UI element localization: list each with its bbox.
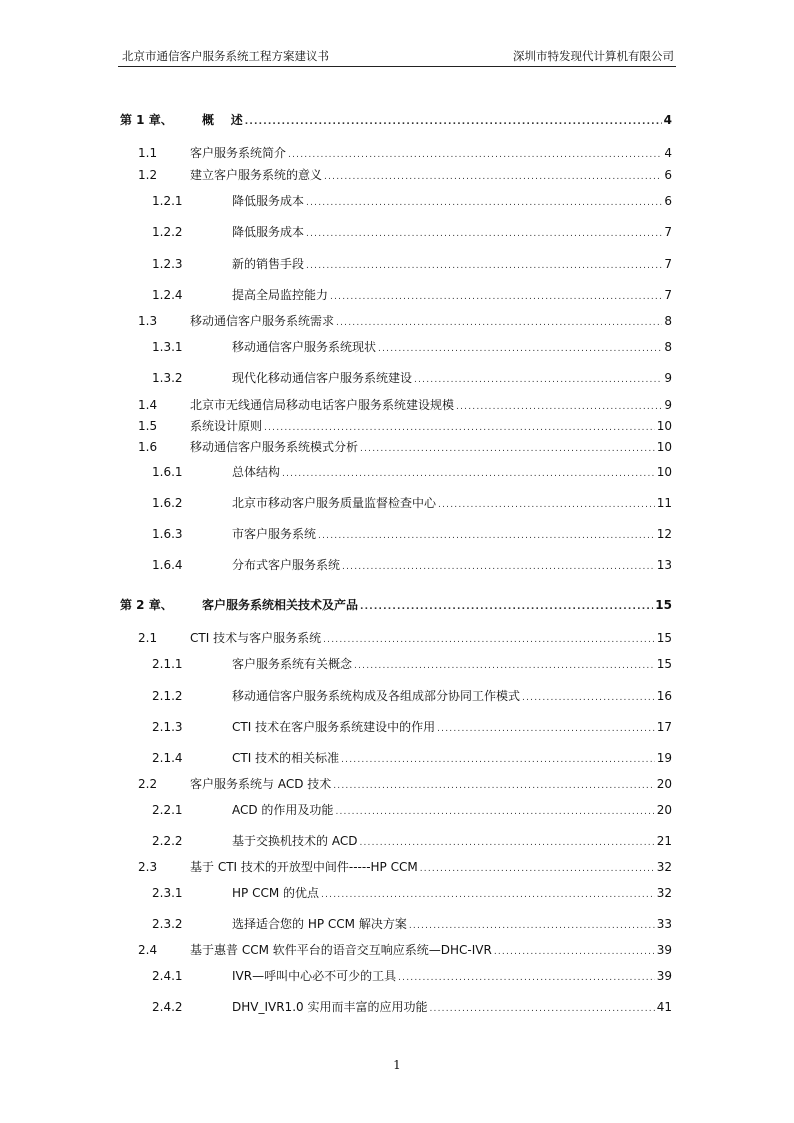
toc-entry-body [232, 369, 672, 389]
page-number: 1 [393, 1058, 401, 1072]
toc-entry[interactable] [118, 687, 672, 705]
toc-entry-title: 客户服务系统与 ACD 技术 [190, 777, 332, 791]
toc-entry-body [232, 494, 672, 514]
toc-leader-dots [409, 917, 655, 935]
toc-leader-dots [306, 194, 662, 212]
toc-entry-page: 9 [664, 398, 672, 412]
toc-entry-page: 9 [664, 371, 672, 385]
toc-entry-page: 17 [656, 720, 672, 734]
toc-entry-number: 2.2.2 [152, 834, 183, 848]
toc-entry-title: 建立客户服务系统的意义 [190, 168, 323, 182]
toc-entry-page: 39 [656, 943, 672, 957]
toc-entry-body [190, 438, 672, 458]
toc-entry-body [190, 396, 672, 416]
toc-leader-dots [414, 371, 662, 389]
toc-entry[interactable] [118, 596, 672, 614]
toc-entry-page: 8 [664, 314, 672, 328]
toc-entry-page: 6 [664, 194, 672, 208]
toc-entry[interactable] [118, 166, 672, 184]
toc-entry[interactable] [118, 858, 672, 876]
toc-entry[interactable] [118, 884, 672, 902]
toc-leader-dots [335, 803, 654, 821]
toc-entry-body [232, 749, 672, 769]
toc-entry-page: 7 [664, 225, 672, 239]
toc-entry-page: 21 [656, 834, 672, 848]
toc-entry-body [190, 417, 672, 437]
toc-entry-number: 2.3.2 [152, 917, 183, 931]
toc-entry-page: 32 [656, 860, 672, 874]
toc-entry-body [232, 286, 672, 306]
toc-entry-title: 基于惠普 CCM 软件平台的语音交互响应系统—DHC-IVR [190, 943, 492, 957]
toc-entry-body [190, 144, 672, 164]
toc-leader-dots [342, 558, 655, 576]
toc-entry-page: 10 [656, 440, 672, 454]
toc-leader-dots [323, 631, 655, 649]
toc-entry-title: 提高全局监控能力 [232, 288, 329, 302]
toc-entry-number: 1.2 [138, 168, 158, 182]
toc-entry-number: 第 2 章、 [120, 598, 173, 612]
toc-entry-page: 11 [656, 496, 672, 510]
toc-entry-body [190, 166, 672, 186]
toc-entry-page: 15 [655, 598, 672, 612]
toc-leader-dots [429, 1000, 654, 1018]
toc-entry-title: HP CCM 的优点 [232, 886, 320, 900]
toc-entry-title: 北京市移动客户服务质量监督检查中心 [232, 496, 437, 510]
toc-entry-page: 15 [656, 657, 672, 671]
toc-entry[interactable] [118, 718, 672, 736]
toc-entry-number: 1.4 [138, 398, 158, 412]
toc-entry-number: 1.1 [138, 146, 158, 160]
toc-entry-number: 2.4.1 [152, 969, 183, 983]
toc-entry-page: 39 [656, 969, 672, 983]
toc-entry[interactable] [118, 832, 672, 850]
toc-entry-number: 1.6.3 [152, 527, 183, 541]
toc-leader-dots [354, 657, 655, 675]
toc-entry-number: 2.1.2 [152, 689, 183, 703]
toc-entry-page: 10 [656, 465, 672, 479]
toc-entry-number: 1.6.1 [152, 465, 183, 479]
toc-entry[interactable] [118, 223, 672, 241]
toc-entry-page: 8 [664, 340, 672, 354]
toc-entry[interactable] [118, 915, 672, 933]
toc-leader-dots [360, 440, 655, 458]
toc-entry-number: 2.4 [138, 943, 158, 957]
toc-entry-page: 13 [656, 558, 672, 572]
toc-entry-number: 1.3 [138, 314, 158, 328]
toc-entry-page: 20 [656, 803, 672, 817]
toc-entry-body [190, 775, 672, 795]
toc-entry[interactable] [118, 312, 672, 330]
toc-leader-dots [306, 257, 662, 275]
toc-leader-dots [264, 419, 655, 437]
toc-entry-title: ACD 的作用及功能 [232, 803, 334, 817]
toc-entry-page: 15 [656, 631, 672, 645]
toc-entry-number: 2.3 [138, 860, 158, 874]
toc-entry-body [190, 312, 672, 332]
toc-entry-title: 概 述 [202, 113, 243, 127]
toc-entry-title: 移动通信客户服务系统构成及各组成部分协同工作模式 [232, 689, 521, 703]
toc-entry-body [232, 801, 672, 821]
toc-entry-number: 1.2.4 [152, 288, 183, 302]
toc-entry-title: 北京市无线通信局移动电话客户服务系统建设规模 [190, 398, 455, 412]
toc-entry-title: 客户服务系统相关技术及产品 [202, 598, 359, 612]
toc-entry-number: 2.3.1 [152, 886, 183, 900]
toc-leader-dots [494, 943, 655, 961]
toc-leader-dots [245, 113, 662, 131]
toc-entry-page: 41 [656, 1000, 672, 1014]
toc-entry-number: 2.2 [138, 777, 158, 791]
toc-entry-body [232, 255, 672, 275]
toc-entry-page: 10 [656, 419, 672, 433]
toc-entry-body [232, 463, 672, 483]
toc-entry[interactable] [118, 286, 672, 304]
toc-entry-title: DHV_IVR1.0 实用而丰富的应用功能 [232, 1000, 428, 1014]
toc-entry[interactable] [118, 941, 672, 959]
toc-entry-title: 移动通信客户服务系统需求 [190, 314, 335, 328]
toc-entry-number: 2.1.3 [152, 720, 183, 734]
toc-entry-title: IVR—呼叫中心必不可少的工具 [232, 969, 397, 983]
toc-entry-body [232, 338, 672, 358]
toc-entry[interactable] [118, 192, 672, 210]
toc-entry-title: CTI 技术与客户服务系统 [190, 631, 322, 645]
toc-entry-title: 降低服务成本 [232, 194, 305, 208]
toc-entry[interactable] [118, 338, 672, 356]
toc-entry[interactable] [118, 775, 672, 793]
toc-entry-body [202, 596, 672, 616]
toc-entry-number: 第 1 章、 [120, 113, 173, 127]
toc-leader-dots [438, 496, 655, 514]
toc-entry-title: 移动通信客户服务系统模式分析 [190, 440, 359, 454]
toc-entry-page: 7 [664, 288, 672, 302]
toc-leader-dots [336, 314, 662, 332]
toc-entry-number: 1.3.2 [152, 371, 183, 385]
toc-entry[interactable] [118, 556, 672, 574]
toc-entry[interactable] [118, 417, 672, 435]
toc-entry[interactable] [118, 438, 672, 456]
toc-entry-title: 市客户服务系统 [232, 527, 317, 541]
toc-entry-number: 2.2.1 [152, 803, 183, 817]
toc-leader-dots [378, 340, 662, 358]
toc-entry-title: CTI 技术在客户服务系统建设中的作用 [232, 720, 436, 734]
toc-entry-body [232, 967, 672, 987]
toc-entry-body [232, 998, 672, 1018]
toc-entry-page: 12 [656, 527, 672, 541]
table-of-contents [118, 0, 672, 1050]
toc-entry[interactable] [118, 369, 672, 387]
toc-entry[interactable] [118, 801, 672, 819]
toc-leader-dots [360, 598, 653, 616]
toc-entry[interactable] [118, 998, 672, 1016]
toc-leader-dots [341, 751, 655, 769]
header-document-title: 北京市通信客户服务系统工程方案建议书 [122, 49, 329, 63]
toc-entry-body [232, 832, 672, 852]
toc-entry-body [190, 629, 672, 649]
toc-entry-number: 1.6.4 [152, 558, 183, 572]
toc-leader-dots [437, 720, 655, 738]
toc-entry-title: 基于交换机技术的 ACD [232, 834, 358, 848]
toc-entry-body [202, 111, 672, 131]
toc-leader-dots [522, 689, 655, 707]
toc-entry-page: 32 [656, 886, 672, 900]
toc-entry[interactable] [118, 463, 672, 481]
toc-entry[interactable] [118, 967, 672, 985]
toc-entry-body [232, 556, 672, 576]
toc-entry-body [232, 687, 672, 707]
toc-entry-number: 2.4.2 [152, 1000, 183, 1014]
toc-entry[interactable] [118, 629, 672, 647]
toc-entry-number: 1.3.1 [152, 340, 183, 354]
toc-entry-title: 移动通信客户服务系统现状 [232, 340, 377, 354]
toc-leader-dots [359, 834, 654, 852]
toc-entry-page: 4 [663, 113, 672, 127]
toc-entry-page: 16 [656, 689, 672, 703]
toc-entry-number: 2.1.4 [152, 751, 183, 765]
toc-leader-dots [333, 777, 654, 795]
toc-entry[interactable] [118, 655, 672, 673]
toc-entry-page: 20 [656, 777, 672, 791]
toc-leader-dots [282, 465, 655, 483]
toc-entry-number: 2.1 [138, 631, 158, 645]
toc-entry-title: 分布式客户服务系统 [232, 558, 341, 572]
toc-entry-title: 客户服务系统有关概念 [232, 657, 353, 671]
toc-entry[interactable] [118, 255, 672, 273]
toc-entry[interactable] [118, 525, 672, 543]
toc-entry[interactable] [118, 494, 672, 512]
toc-entry-title: 选择适合您的 HP CCM 解决方案 [232, 917, 407, 931]
toc-entry-number: 1.6.2 [152, 496, 183, 510]
toc-entry-body [232, 525, 672, 545]
toc-entry[interactable] [118, 111, 672, 129]
toc-leader-dots [306, 225, 662, 243]
toc-leader-dots [318, 527, 655, 545]
toc-entry-title: 系统设计原则 [190, 419, 263, 433]
toc-leader-dots [330, 288, 662, 306]
toc-entry-title: 客户服务系统简介 [190, 146, 287, 160]
toc-leader-dots [420, 860, 655, 878]
toc-leader-dots [288, 146, 662, 164]
toc-leader-dots [324, 168, 662, 186]
toc-entry-number: 2.1.1 [152, 657, 183, 671]
toc-entry-body [232, 223, 672, 243]
toc-entry-number: 1.6 [138, 440, 158, 454]
toc-entry-body [232, 915, 672, 935]
toc-entry-body [232, 718, 672, 738]
toc-entry-title: 降低服务成本 [232, 225, 305, 239]
toc-leader-dots [456, 398, 662, 416]
toc-entry-number: 1.2.3 [152, 257, 183, 271]
toc-entry-page: 19 [656, 751, 672, 765]
toc-entry-page: 33 [656, 917, 672, 931]
toc-entry-page: 6 [664, 168, 672, 182]
toc-entry-title: 总体结构 [232, 465, 281, 479]
toc-entry[interactable] [118, 144, 672, 162]
toc-entry[interactable] [118, 749, 672, 767]
header-company-name: 深圳市特发现代计算机有限公司 [513, 49, 674, 63]
toc-leader-dots [398, 969, 655, 987]
toc-entry-number: 1.5 [138, 419, 158, 433]
toc-entry-title: CTI 技术的相关标准 [232, 751, 340, 765]
toc-entry-number: 1.2.1 [152, 194, 183, 208]
toc-entry-body [232, 655, 672, 675]
toc-entry-page: 7 [664, 257, 672, 271]
toc-entry-body [190, 858, 672, 878]
toc-entry-body [232, 884, 672, 904]
toc-entry-title: 现代化移动通信客户服务系统建设 [232, 371, 413, 385]
toc-entry-page: 4 [664, 146, 672, 160]
toc-entry-body [232, 192, 672, 212]
toc-leader-dots [321, 886, 655, 904]
toc-entry-number: 1.2.2 [152, 225, 183, 239]
toc-entry-body [190, 941, 672, 961]
toc-entry[interactable] [118, 396, 672, 414]
toc-entry-title: 新的销售手段 [232, 257, 305, 271]
toc-entry-title: 基于 CTI 技术的开放型中间件-----HP CCM [190, 860, 418, 874]
